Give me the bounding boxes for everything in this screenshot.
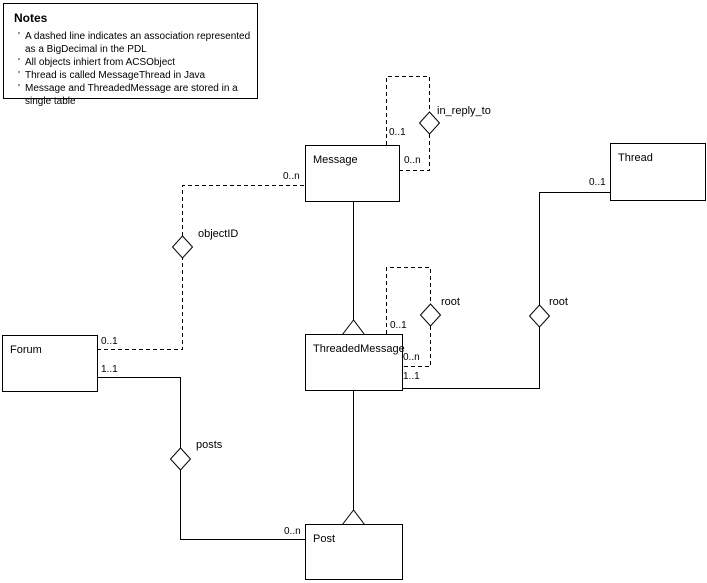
multiplicity-message-objectid: 0..n — [283, 171, 300, 182]
multiplicity-message-in-reply-to-source: 0..n — [404, 155, 421, 166]
multiplicity-tm-root-self-source: 0..n — [403, 352, 420, 363]
root-thread-diamond — [530, 305, 550, 327]
multiplicity-tm-root-thread: 1..1 — [403, 371, 420, 382]
note-text: as a BigDecimal in the PDL — [25, 44, 147, 55]
note-text: All objects inhiert from ACSObject — [25, 57, 176, 68]
entity-label-message: Message — [313, 154, 358, 166]
association-posts-segment-a — [97, 378, 181, 449]
entity-box-post — [305, 524, 403, 580]
note-line — [18, 69, 257, 82]
note-line — [18, 43, 257, 56]
entity-label-post: Post — [313, 533, 336, 545]
generalization-triangle-threadedmessage — [343, 320, 365, 335]
association-label-in-reply-to: in_reply_to — [437, 105, 491, 117]
association-label-root-self: root — [441, 296, 460, 308]
multiplicity-thread-root: 0..1 — [589, 177, 606, 188]
entity-label-threadedmessage: ThreadedMessage — [313, 343, 405, 355]
posts-diamond — [171, 448, 191, 470]
note-text: Message and ThreadedMessage are stored in a — [25, 83, 238, 94]
multiplicity-forum-objectid: 0..1 — [101, 336, 118, 347]
note-text: A dashed line indicates an association represented — [25, 31, 251, 42]
entity-box-forum — [2, 335, 98, 392]
association-root-thread-segment-b — [540, 193, 611, 306]
root-self-diamond — [421, 304, 441, 326]
note-line — [18, 95, 257, 108]
association-root-thread-segment-a — [402, 327, 540, 389]
entity-box-message — [305, 145, 400, 202]
notes-box — [3, 3, 258, 107]
note-text: single table — [25, 96, 76, 107]
notes-title: Notes — [14, 11, 48, 25]
note-line — [18, 56, 257, 69]
entity-label-forum: Forum — [10, 344, 42, 356]
entity-label-thread: Thread — [618, 152, 653, 164]
entity-box-thread — [610, 143, 706, 201]
association-label-objectid: objectID — [198, 228, 239, 240]
note-bullet: ' — [18, 57, 20, 68]
multiplicity-tm-root-self-target: 0..1 — [390, 320, 407, 331]
multiplicity-forum-posts: 1..1 — [101, 364, 118, 375]
multiplicity-message-in-reply-to-target: 0..1 — [389, 127, 406, 138]
association-label-root-thread: root — [549, 296, 568, 308]
note-line — [18, 82, 257, 95]
generalization-triangle-post — [343, 510, 365, 525]
note-text: Thread is called MessageThread in Java — [25, 70, 206, 81]
entity-box-threadedmessage — [305, 334, 403, 391]
multiplicity-post-posts: 0..n — [284, 526, 301, 537]
note-bullet: ' — [18, 70, 20, 81]
objectid-diamond — [173, 236, 193, 258]
note-line — [18, 30, 257, 43]
note-bullet: ' — [18, 83, 20, 94]
note-bullet: ' — [18, 31, 20, 42]
association-label-posts: posts — [196, 439, 223, 451]
